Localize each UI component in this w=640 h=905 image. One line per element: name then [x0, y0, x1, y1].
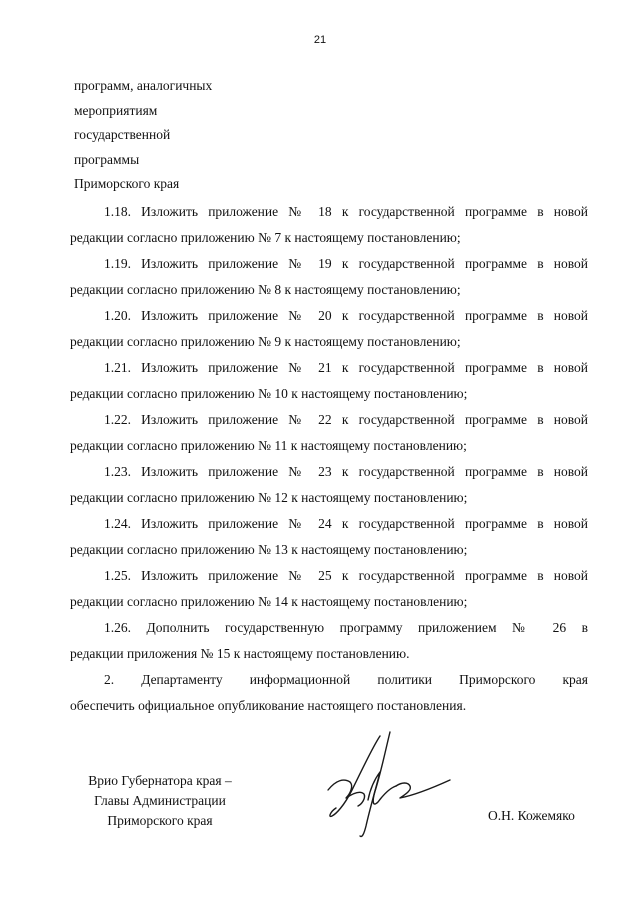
paragraph-1-18: [70, 199, 588, 251]
heading-fragment: [74, 74, 212, 197]
signatory-title-line: Главы Администрации: [94, 793, 226, 808]
paragraph-1-20: [70, 303, 588, 355]
paragraph-first-line: 1.19. Изложить приложение № 19 к государственной программе в новой: [104, 256, 588, 271]
paragraph-continuation: редакции согласно приложению № 13 к настоящему постановлению;: [70, 542, 468, 557]
heading-line: программы: [74, 151, 140, 167]
page-number: 21: [313, 34, 327, 46]
paragraph-continuation: редакции согласно приложению № 8 к настоящему постановлению;: [70, 282, 461, 297]
paragraph-continuation: редакции согласно приложению № 12 к настоящему постановлению;: [70, 490, 468, 505]
paragraph-continuation: редакции приложения № 15 к настоящему постановлению.: [70, 646, 410, 661]
paragraph-continuation: редакции согласно приложению № 7 к настоящему постановлению;: [70, 230, 461, 245]
document-body: [70, 199, 588, 719]
paragraph-1-23: [70, 459, 588, 511]
paragraph-1-19: [70, 251, 588, 303]
signatory-name: О.Н. Кожемяко: [488, 808, 575, 823]
paragraph-continuation: редакции согласно приложению № 11 к настоящему постановлению;: [70, 438, 467, 453]
paragraph-first-line: 1.18. Изложить приложение № 18 к государственной программе в новой: [104, 204, 588, 219]
paragraph-continuation: редакции согласно приложению № 9 к настоящему постановлению;: [70, 334, 461, 349]
signatory-title: [60, 771, 260, 831]
paragraph-continuation: редакции согласно приложению № 10 к настоящему постановлению;: [70, 386, 468, 401]
paragraph-1-24: [70, 511, 588, 563]
paragraph-first-line: 1.21. Изложить приложение № 21 к государственной программе в новой: [104, 360, 588, 375]
paragraph-continuation: редакции согласно приложению № 14 к настоящему постановлению;: [70, 594, 468, 609]
paragraph-1-25: [70, 563, 588, 615]
paragraph-1-22: [70, 407, 588, 459]
paragraph-2: [70, 667, 588, 719]
paragraph-first-line: 1.26. Дополнить государственную программу приложением № 26 в: [104, 620, 588, 635]
paragraph-first-line: 1.23. Изложить приложение № 23 к государственной программе в новой: [104, 464, 588, 479]
paragraph-first-line: 1.20. Изложить приложение № 20 к государственной программе в новой: [104, 308, 588, 323]
paragraph-first-line: 1.24. Изложить приложение № 24 к государственной программе в новой: [104, 516, 588, 531]
handwritten-signature: [310, 728, 460, 843]
heading-line: мероприятиям: [74, 102, 158, 118]
paragraph-continuation: обеспечить официальное опубликование настоящего постановления.: [70, 698, 467, 713]
paragraph-first-line: 1.22. Изложить приложение № 22 к государственной программе в новой: [104, 412, 588, 427]
paragraph-first-line: 1.25. Изложить приложение № 25 к государственной программе в новой: [104, 568, 588, 583]
paragraph-1-21: [70, 355, 588, 407]
heading-line: Приморского края: [74, 176, 180, 191]
signatory-title-line: Приморского края: [107, 813, 213, 828]
paragraph-first-line: 2. Департаменту информационной политики Приморского края: [104, 672, 588, 687]
heading-line: государственной: [74, 127, 171, 142]
signatory-title-line: Врио Губернатора края –: [88, 773, 232, 788]
paragraph-1-26: [70, 615, 588, 667]
heading-line: программ, аналогичных: [74, 78, 213, 93]
